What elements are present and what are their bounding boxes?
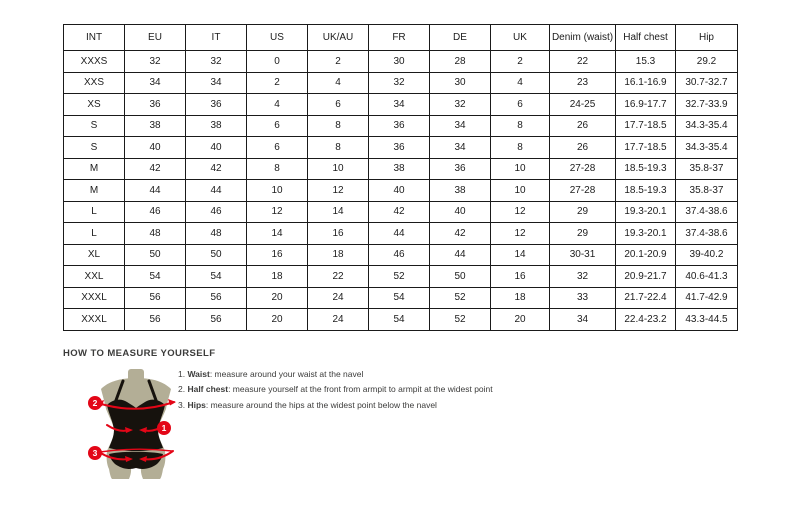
table-row (64, 158, 738, 180)
size-cell: 32.7-33.9 (676, 94, 738, 116)
size-cell: 30 (369, 51, 430, 73)
size-cell: 2 (308, 51, 369, 73)
size-cell: XXXL (64, 309, 125, 331)
size-cell: XS (64, 94, 125, 116)
size-cell: 29.2 (676, 51, 738, 73)
size-cell: 10 (491, 180, 550, 202)
size-cell: 27-28 (550, 158, 616, 180)
instruction-number: 2. (178, 384, 188, 395)
table-row (64, 266, 738, 288)
size-cell: 48 (125, 223, 186, 245)
size-cell: 52 (430, 287, 491, 309)
size-cell: 38 (369, 158, 430, 180)
size-cell: L (64, 201, 125, 223)
size-cell: 6 (491, 94, 550, 116)
size-cell: 36 (125, 94, 186, 116)
size-cell: 56 (186, 287, 247, 309)
size-cell: 10 (247, 180, 308, 202)
size-cell: 10 (491, 158, 550, 180)
size-cell: 54 (369, 309, 430, 331)
size-cell: 14 (308, 201, 369, 223)
size-cell: XXS (64, 72, 125, 94)
size-cell: 56 (125, 309, 186, 331)
size-cell: XL (64, 244, 125, 266)
size-cell: 20.1-20.9 (616, 244, 676, 266)
instruction-term: Half chest (187, 384, 229, 395)
size-cell: 12 (491, 223, 550, 245)
size-cell: 18 (308, 244, 369, 266)
table-row (64, 94, 738, 116)
size-cell: 40.6-41.3 (676, 266, 738, 288)
size-cell: 4 (308, 72, 369, 94)
size-cell: 14 (491, 244, 550, 266)
size-cell: S (64, 115, 125, 137)
size-cell: 46 (186, 201, 247, 223)
size-cell: 37.4-38.6 (676, 201, 738, 223)
instruction-term: Hips (187, 399, 206, 410)
size-cell: 16.9-17.7 (616, 94, 676, 116)
size-cell: 19.3-20.1 (616, 201, 676, 223)
size-cell: 16 (491, 266, 550, 288)
size-cell: 40 (430, 201, 491, 223)
table-row (64, 51, 738, 73)
size-cell: 32 (430, 94, 491, 116)
size-cell: 30-31 (550, 244, 616, 266)
size-cell: 46 (369, 244, 430, 266)
size-cell: 38 (186, 115, 247, 137)
size-cell: 48 (186, 223, 247, 245)
size-cell: 56 (186, 309, 247, 331)
size-cell: 6 (308, 94, 369, 116)
measure-instruction (178, 382, 578, 397)
size-cell: 38 (430, 180, 491, 202)
size-cell: 44 (186, 180, 247, 202)
size-cell: 21.7-22.4 (616, 287, 676, 309)
size-cell: 52 (369, 266, 430, 288)
size-cell: 44 (369, 223, 430, 245)
size-cell: 54 (186, 266, 247, 288)
size-cell: 35.8-37 (676, 180, 738, 202)
size-cell: 16 (308, 223, 369, 245)
instruction-text: : measure around the hips at the widest point below the navel (205, 399, 437, 410)
table-row (64, 287, 738, 309)
size-cell: 0 (247, 51, 308, 73)
size-cell: 8 (491, 115, 550, 137)
size-cell: 29 (550, 201, 616, 223)
header-cell: FR (369, 25, 430, 51)
size-cell: 15.3 (616, 51, 676, 73)
table-row (64, 223, 738, 245)
size-cell: 19.3-20.1 (616, 223, 676, 245)
size-cell: 34.3-35.4 (676, 137, 738, 159)
size-cell: 34 (125, 72, 186, 94)
size-cell: 32 (369, 72, 430, 94)
size-cell: 34 (550, 309, 616, 331)
size-cell: 32 (186, 51, 247, 73)
size-cell: 23 (550, 72, 616, 94)
header-cell: IT (186, 25, 247, 51)
size-cell: 30 (430, 72, 491, 94)
size-cell: XXXL (64, 287, 125, 309)
table-row (64, 180, 738, 202)
size-cell: 42 (369, 201, 430, 223)
marker-1-waist (157, 421, 171, 435)
header-cell: EU (125, 25, 186, 51)
size-cell: 22.4-23.2 (616, 309, 676, 331)
size-cell: 22 (550, 51, 616, 73)
size-cell: 50 (430, 266, 491, 288)
size-cell: 16.1-16.9 (616, 72, 676, 94)
measure-instructions (178, 367, 578, 413)
size-cell: 42 (430, 223, 491, 245)
size-cell: 30.7-32.7 (676, 72, 738, 94)
size-cell: 32 (125, 51, 186, 73)
size-cell: 54 (369, 287, 430, 309)
marker-1-number: 1 (161, 423, 167, 433)
size-cell: 40 (369, 180, 430, 202)
size-cell: 18.5-19.3 (616, 180, 676, 202)
size-cell: 36 (369, 137, 430, 159)
size-cell: L (64, 223, 125, 245)
header-cell: UK (491, 25, 550, 51)
size-cell: 56 (125, 287, 186, 309)
size-cell: 36 (430, 158, 491, 180)
size-table (63, 24, 738, 331)
header-cell: INT (64, 25, 125, 51)
header-cell: DE (430, 25, 491, 51)
marker-2-number: 2 (92, 398, 98, 408)
size-cell: 34 (430, 137, 491, 159)
size-cell: 20 (491, 309, 550, 331)
header-cell: US (247, 25, 308, 51)
measure-instruction (178, 398, 578, 413)
table-row (64, 137, 738, 159)
size-cell: 10 (308, 158, 369, 180)
size-cell: 36 (186, 94, 247, 116)
header-cell: UK/AU (308, 25, 369, 51)
size-cell: 20.9-21.7 (616, 266, 676, 288)
size-cell: 26 (550, 137, 616, 159)
size-cell: 42 (186, 158, 247, 180)
size-cell: 50 (125, 244, 186, 266)
size-cell: 37.4-38.6 (676, 223, 738, 245)
size-cell: 6 (247, 115, 308, 137)
instruction-text: : measure yourself at the front from armpit to armpit at the widest point (228, 384, 493, 395)
marker-3-hip (88, 446, 102, 460)
table-row (64, 201, 738, 223)
size-cell: 40 (125, 137, 186, 159)
size-cell: 44 (125, 180, 186, 202)
size-cell: 34 (369, 94, 430, 116)
size-cell: 17.7-18.5 (616, 115, 676, 137)
size-cell: 6 (247, 137, 308, 159)
size-cell: 22 (308, 266, 369, 288)
size-cell: 44 (430, 244, 491, 266)
measure-instruction (178, 367, 578, 382)
mannequin-illustration (84, 367, 188, 501)
size-cell: XXXS (64, 51, 125, 73)
size-cell: 4 (491, 72, 550, 94)
marker-2-chest (88, 396, 102, 410)
size-cell: 12 (491, 201, 550, 223)
size-cell: 33 (550, 287, 616, 309)
size-cell: 28 (430, 51, 491, 73)
header-cell: Denim (waist) (550, 25, 616, 51)
size-cell: 38 (125, 115, 186, 137)
size-cell: 12 (308, 180, 369, 202)
measure-section-title: HOW TO MEASURE YOURSELF (63, 348, 216, 359)
size-cell: 16 (247, 244, 308, 266)
instruction-number: 1. (178, 369, 188, 379)
table-header-row (64, 25, 738, 51)
instruction-number: 3. (178, 399, 188, 410)
size-cell: 36 (369, 115, 430, 137)
table-row (64, 72, 738, 94)
instruction-text: : measure around your waist at the navel (209, 369, 364, 379)
size-cell: 20 (247, 309, 308, 331)
table-row (64, 244, 738, 266)
size-cell: 12 (247, 201, 308, 223)
size-cell: 2 (491, 51, 550, 73)
size-cell: 8 (308, 137, 369, 159)
size-cell: S (64, 137, 125, 159)
size-cell: 14 (247, 223, 308, 245)
size-cell: M (64, 158, 125, 180)
marker-3-number: 3 (92, 448, 98, 458)
size-cell: 24-25 (550, 94, 616, 116)
size-cell: 34 (430, 115, 491, 137)
size-cell: XXL (64, 266, 125, 288)
size-cell: 41.7-42.9 (676, 287, 738, 309)
size-cell: 2 (247, 72, 308, 94)
header-cell: Hip (676, 25, 738, 51)
size-cell: 43.3-44.5 (676, 309, 738, 331)
size-cell: 34 (186, 72, 247, 94)
size-cell: 35.8-37 (676, 158, 738, 180)
size-cell: 8 (308, 115, 369, 137)
size-cell: 42 (125, 158, 186, 180)
size-cell: 18 (491, 287, 550, 309)
measure-figure (84, 367, 188, 501)
size-cell: 39-40.2 (676, 244, 738, 266)
size-cell: 50 (186, 244, 247, 266)
instruction-term: Waist (187, 369, 210, 379)
size-cell: 32 (550, 266, 616, 288)
header-cell: Half chest (616, 25, 676, 51)
size-cell: 4 (247, 94, 308, 116)
table-row (64, 115, 738, 137)
size-cell: 54 (125, 266, 186, 288)
size-cell: 8 (491, 137, 550, 159)
size-cell: 46 (125, 201, 186, 223)
size-cell: 27-28 (550, 180, 616, 202)
size-cell: 18.5-19.3 (616, 158, 676, 180)
size-cell: 20 (247, 287, 308, 309)
table-row (64, 309, 738, 331)
size-cell: 8 (247, 158, 308, 180)
size-cell: 52 (430, 309, 491, 331)
size-cell: 40 (186, 137, 247, 159)
size-cell: 17.7-18.5 (616, 137, 676, 159)
size-cell: 18 (247, 266, 308, 288)
size-cell: 34.3-35.4 (676, 115, 738, 137)
size-cell: 24 (308, 287, 369, 309)
size-cell: 26 (550, 115, 616, 137)
size-cell: 24 (308, 309, 369, 331)
size-cell: M (64, 180, 125, 202)
size-cell: 29 (550, 223, 616, 245)
